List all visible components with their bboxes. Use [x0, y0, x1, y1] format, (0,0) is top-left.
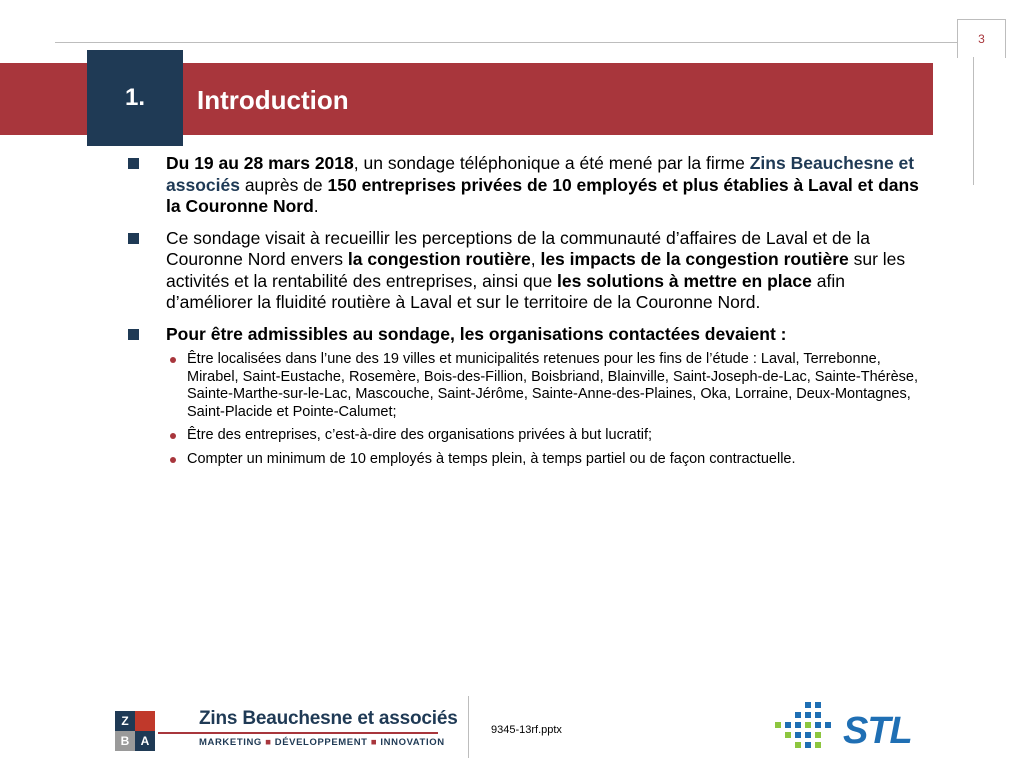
page-number: 3 [957, 19, 1006, 58]
eligibility-criteria [166, 351, 928, 468]
keyword-impacts: les impacts de la congestion routière [540, 249, 849, 269]
slide-body [128, 153, 928, 478]
bullet-eligibility [128, 324, 928, 469]
text-run: , [530, 249, 541, 269]
firm-name: Zins Beauchesne et associés [166, 153, 915, 195]
criterion-item [166, 451, 928, 469]
tag-marketing: MARKETING [199, 737, 262, 748]
zba-rule [158, 732, 438, 734]
criterion-item [166, 351, 928, 421]
bullet-survey-dates [128, 153, 928, 218]
stl-logo-icon [771, 700, 843, 756]
survey-scope: 150 entreprises privées de 10 employés et plus établies à Laval et dans la Couronne Nord [166, 174, 919, 216]
square-bullet-icon [128, 233, 139, 244]
tag-innovation: INNOVATION [380, 737, 445, 748]
round-bullet-icon [170, 433, 176, 439]
top-rule [55, 42, 975, 43]
keyword-congestion: la congestion routière [347, 249, 531, 269]
slide-title: Introduction [197, 85, 349, 115]
text-run: , un sondage téléphonique a été mené par la firme [353, 153, 750, 173]
text-run: sur les activités et la rentabilité des entreprises, ainsi que [166, 249, 906, 291]
round-bullet-icon [170, 357, 176, 363]
text-run: afin d’améliorer la fluidité routière à Laval et sur le territoire de la Couronne Nord. [166, 270, 845, 312]
footer-divider [468, 696, 469, 758]
criterion-text: Compter un minimum de 10 employés à temps plein, à temps partiel ou de façon contractuelle. [187, 450, 796, 467]
file-name: 9345-13rf.pptx [491, 724, 562, 736]
tag-developpement: DÉVELOPPEMENT [274, 737, 368, 748]
text-run: . [313, 196, 319, 216]
tag-separator: ■ [370, 737, 378, 748]
zba-letter-z: Z [115, 711, 135, 731]
survey-dates: Du 19 au 28 mars 2018 [166, 153, 354, 173]
tag-separator: ■ [265, 737, 272, 748]
criterion-item [166, 427, 928, 445]
zba-letter-a: A [135, 731, 155, 751]
zba-company-name: Zins Beauchesne et associés [199, 708, 458, 729]
round-bullet-icon [170, 457, 176, 463]
stl-logo-text: STL [843, 710, 912, 752]
square-bullet-icon [128, 158, 139, 169]
square-bullet-icon [128, 329, 139, 340]
section-number-box [87, 50, 183, 146]
text-run: Ce sondage visait à recueillir les perceptions de la communauté d’affaires de Laval et de la Couronne Nord envers [166, 227, 870, 269]
text-run: auprès de [239, 174, 328, 195]
zba-logo-grid [115, 711, 155, 751]
eligibility-heading: Pour être admissibles au sondage, les organisations contactées devaient : [166, 323, 787, 344]
zba-letter-b: B [115, 731, 135, 751]
bullet-survey-purpose [128, 228, 928, 314]
zba-tagline [199, 737, 445, 748]
criterion-text: Être des entreprises, c’est-à-dire des organisations privées à but lucratif; [187, 427, 653, 443]
zba-red-square [135, 711, 155, 731]
keyword-solutions: les solutions à mettre en place [557, 270, 812, 291]
criterion-text: Être localisées dans l’une des 19 villes et municipalités retenues pour les fins de l’étude : Laval, Terrebonne, Mirabel, Saint-Eustache, Rosemère, Bois-des-Fillion, Boisbriand, Blainville, Saint-Joseph-de-Lac, Sainte-Thérèse, Sainte-Marthe-sur-le-Lac, Mascouche, Saint-Jérôme, Sainte-Anne-des-Plaines, Oka, Lorraine, Deux-Montagnes, Saint-Placide et Pointe-Calumet; [187, 351, 918, 420]
section-number: 1. [124, 84, 145, 111]
right-rule [973, 57, 974, 185]
